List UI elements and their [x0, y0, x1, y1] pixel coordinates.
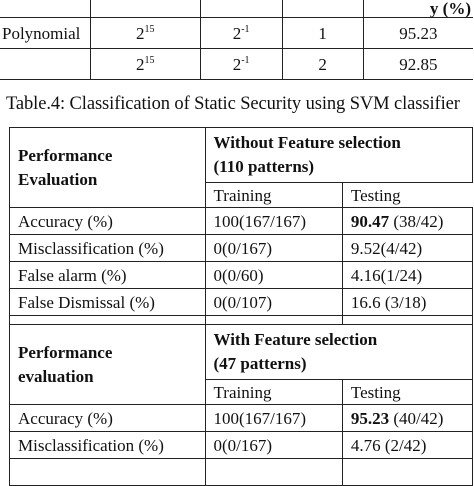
training-value: 100(167/167): [205, 405, 342, 432]
header-line: Without Feature selection: [213, 133, 401, 152]
section-header-row: [10, 325, 473, 380]
performance-evaluation-header: [10, 325, 206, 405]
training-value: 100(167/167): [205, 208, 342, 235]
table-header-cell: y (%): [363, 0, 473, 18]
performance-evaluation-header: [10, 128, 206, 208]
testing-header: Testing: [342, 183, 472, 208]
training-value: 0(0/167): [205, 432, 342, 459]
training-value: 0(0/167): [205, 235, 342, 262]
table-cell: [200, 0, 282, 18]
spacer-cell: [342, 316, 472, 325]
gamma-parameter-cell: [200, 49, 282, 80]
metric-label: Accuracy (%): [10, 208, 206, 235]
testing-value-detail: (38/42): [389, 211, 444, 231]
exponent-value: 15: [144, 23, 155, 35]
accuracy-cell: 92.85: [363, 49, 473, 80]
spacer-row: [10, 316, 473, 325]
table-row: [10, 289, 473, 316]
section-header-row: [10, 128, 473, 183]
training-header: Training: [205, 183, 342, 208]
header-line: Performance: [18, 145, 113, 165]
header-line: (110 patterns): [213, 157, 315, 176]
table-row: [10, 405, 473, 432]
exponent-value: -1: [241, 23, 250, 35]
testing-value: [342, 405, 472, 432]
training-value: [205, 459, 342, 486]
degree-cell: 2: [282, 49, 363, 80]
table-row: [10, 459, 473, 486]
metric-label: Misclassification (%): [10, 432, 206, 459]
table-row: [10, 235, 473, 262]
base-value: 2: [136, 23, 145, 43]
testing-value: 4.16(1/24): [342, 262, 472, 289]
metric-label: False alarm (%): [10, 262, 206, 289]
table-row: [10, 262, 473, 289]
metric-label: Accuracy (%): [10, 405, 206, 432]
kernel-parameters-table: [0, 0, 473, 80]
exponent-value: -1: [241, 54, 250, 66]
exponent-value: 15: [144, 54, 155, 66]
classification-table: [9, 127, 473, 486]
base-value: 2: [232, 23, 242, 43]
testing-header: Testing: [342, 380, 472, 405]
testing-value-detail: (40/42): [389, 408, 444, 428]
testing-value-bold: 90.47: [350, 211, 390, 231]
testing-value: 4.76 (2/42): [342, 432, 472, 459]
table-row: [0, 18, 473, 49]
testing-value-bold: 95.23: [350, 408, 390, 428]
header-line: Evaluation: [18, 169, 98, 189]
header-line: With Feature selection: [213, 330, 378, 349]
header-line: Performance: [18, 342, 113, 362]
metric-label: False Dismissal (%): [10, 289, 206, 316]
testing-value: 9.52(4/42): [342, 235, 472, 262]
testing-value: [342, 459, 472, 486]
feature-selection-header: [205, 128, 473, 183]
kernel-name-cell: [0, 49, 90, 80]
base-value: 2: [136, 54, 145, 74]
header-line: evaluation: [18, 366, 94, 386]
table-cell: [0, 0, 90, 18]
table-row: [0, 0, 473, 18]
metric-label: [10, 459, 206, 486]
table-row: [10, 432, 473, 459]
header-line: (47 patterns): [213, 354, 307, 373]
table-row: [0, 49, 473, 80]
spacer-cell: [10, 316, 206, 325]
feature-selection-header: [205, 325, 473, 380]
degree-cell: 1: [282, 18, 363, 49]
gamma-parameter-cell: [200, 18, 282, 49]
table-cell: [90, 0, 200, 18]
training-header: Training: [205, 380, 342, 405]
testing-value: 16.6 (3/18): [342, 289, 472, 316]
c-parameter-cell: [90, 49, 200, 80]
base-value: 2: [232, 54, 242, 74]
c-parameter-cell: [90, 18, 200, 49]
spacer-cell: [205, 316, 342, 325]
training-value: 0(0/107): [205, 289, 342, 316]
testing-value: [342, 208, 472, 235]
table-caption: Table.4: Classification of Static Security using SVM classifier: [6, 94, 460, 114]
metric-label: Misclassification (%): [10, 235, 206, 262]
kernel-name-cell: Polynomial: [0, 18, 90, 49]
table-row: [10, 208, 473, 235]
accuracy-cell: 95.23: [363, 18, 473, 49]
table-cell: [282, 0, 363, 18]
training-value: 0(0/60): [205, 262, 342, 289]
